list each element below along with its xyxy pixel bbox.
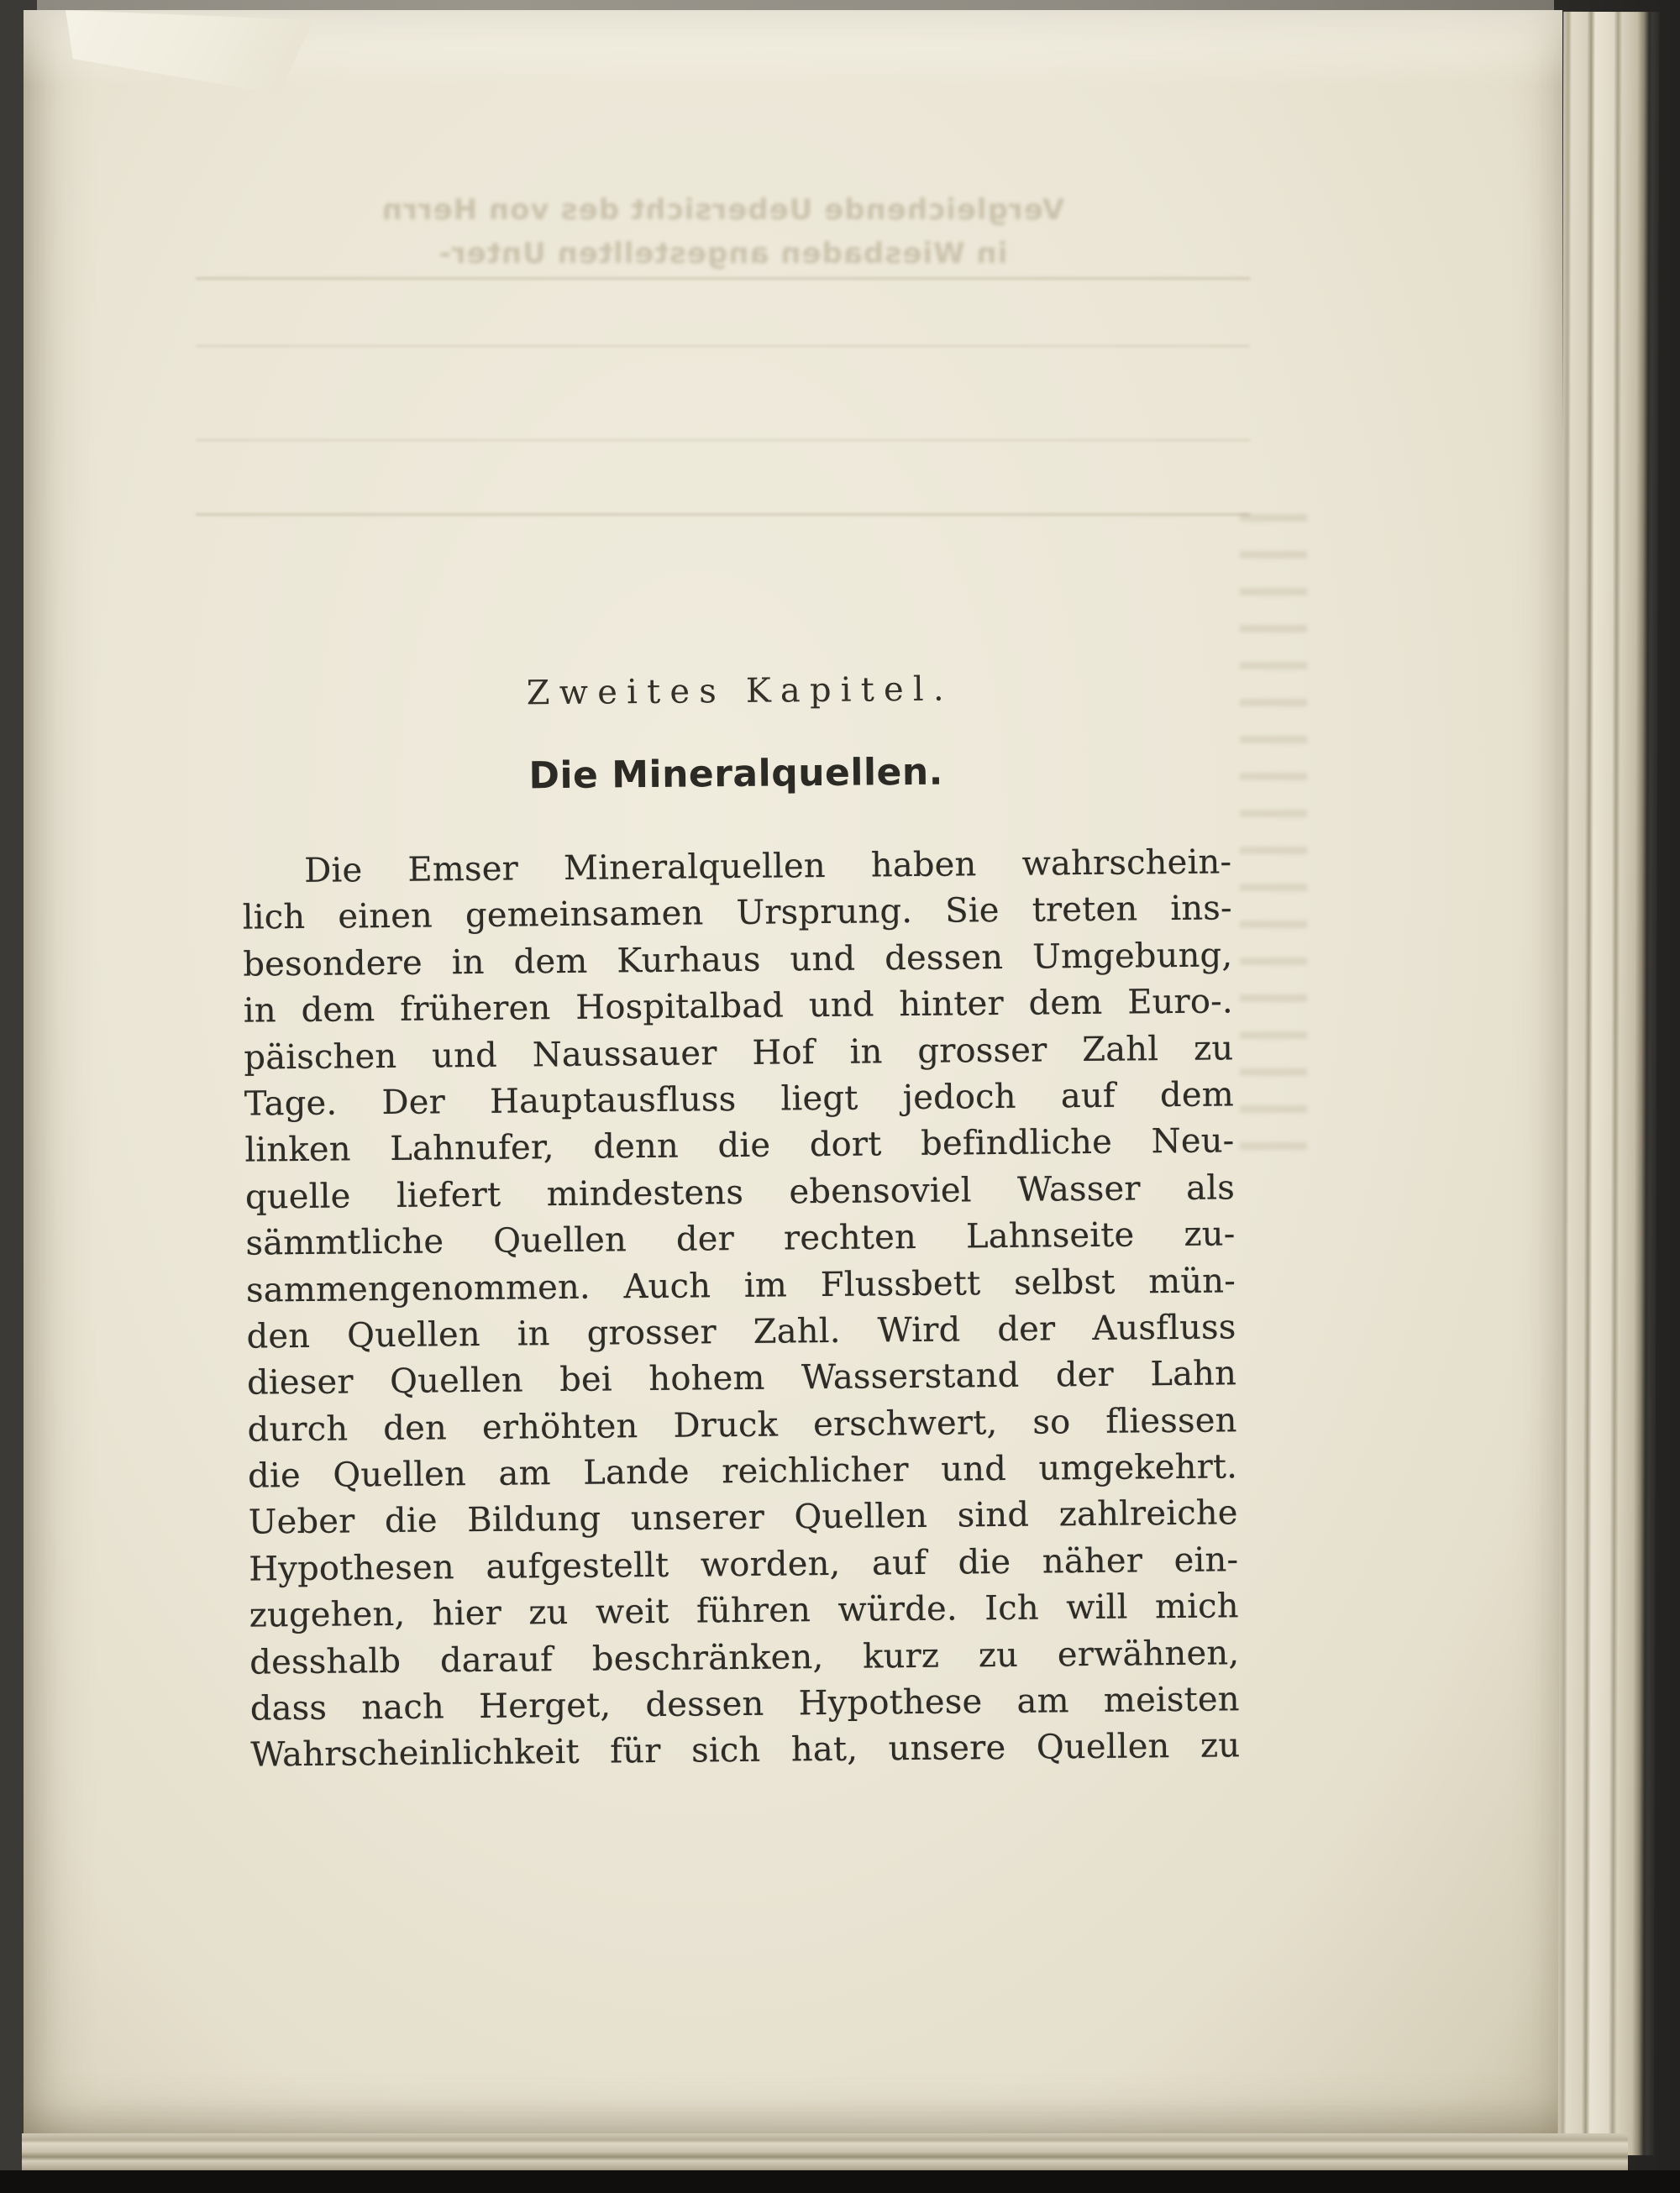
body-line: durch den erhöhten Druck erschwert, so fliessen: [247, 1400, 1237, 1450]
body-line: Wahrscheinlichkeit für sich hat, unsere Quellen zu: [250, 1726, 1241, 1776]
book-page: [24, 10, 1562, 2135]
body-text: [242, 839, 1241, 1779]
body-line: besondere in dem Kurhaus und dessen Umgebung,: [243, 936, 1233, 984]
section-title: Die Mineralquellen.: [528, 750, 944, 798]
body-line: quelle liefert mindestens ebensoviel Wasser als: [244, 1168, 1236, 1217]
body-line: Ueber die Bildung unserer Quellen sind zahlreiche: [248, 1493, 1238, 1543]
body-line: sammengenommen. Auch im Flussbett selbst mün-: [245, 1261, 1236, 1310]
chapter-heading: Zweites Kapitel.: [526, 669, 954, 713]
body-line: Hypothesen aufgestellt worden, auf die näher ein-: [249, 1540, 1239, 1589]
showthrough-title-line-1: Vergleichende Uebersicht des von Herrn: [381, 193, 1065, 227]
body-line: in dem früheren Hospitalbad und hinter dem Euro-.: [243, 982, 1234, 1031]
body-line: päischen und Naussauer Hof in grosser Zahl zu: [244, 1028, 1234, 1078]
page-content: [240, 667, 1241, 1779]
body-line: die Quellen am Lande reichlicher und umgekehrt.: [247, 1447, 1238, 1496]
body-line: den Quellen in grosser Zahl. Wird der Ausfluss: [246, 1308, 1236, 1356]
body-line: Tage. Der Hauptausfluss liegt jedoch auf dem: [244, 1075, 1235, 1124]
showthrough-table: [196, 277, 1250, 516]
body-line: dieser Quellen bei hohem Wasserstand der Lahn: [246, 1354, 1237, 1403]
body-line: dass nach Herget, dessen Hypothese am meisten: [249, 1680, 1240, 1729]
body-line: lich einen gemeinsamen Ursprung. Sie treten ins-: [242, 889, 1232, 938]
scan-bottom-background: [0, 2170, 1680, 2193]
showthrough-right-column: [1240, 514, 1307, 1152]
page-stack-right-edge: [1558, 12, 1660, 2155]
body-line: zugehen, hier zu weit führen würde. Ich will mich: [249, 1587, 1239, 1635]
showthrough-title-line-2: in Wiesbaden angestellten Unter-: [438, 237, 1008, 270]
body-line: desshalb darauf beschränken, kurz zu erwähnen,: [249, 1633, 1240, 1682]
body-line: linken Lahnufer, denn die dort befindliche Neu-: [244, 1121, 1235, 1170]
body-line: sämmtliche Quellen der rechten Lahnseite zu-: [245, 1215, 1236, 1263]
body-line: Die Emser Mineralquellen haben wahrschein-: [304, 842, 1232, 890]
page-corner-fold: [66, 10, 313, 94]
